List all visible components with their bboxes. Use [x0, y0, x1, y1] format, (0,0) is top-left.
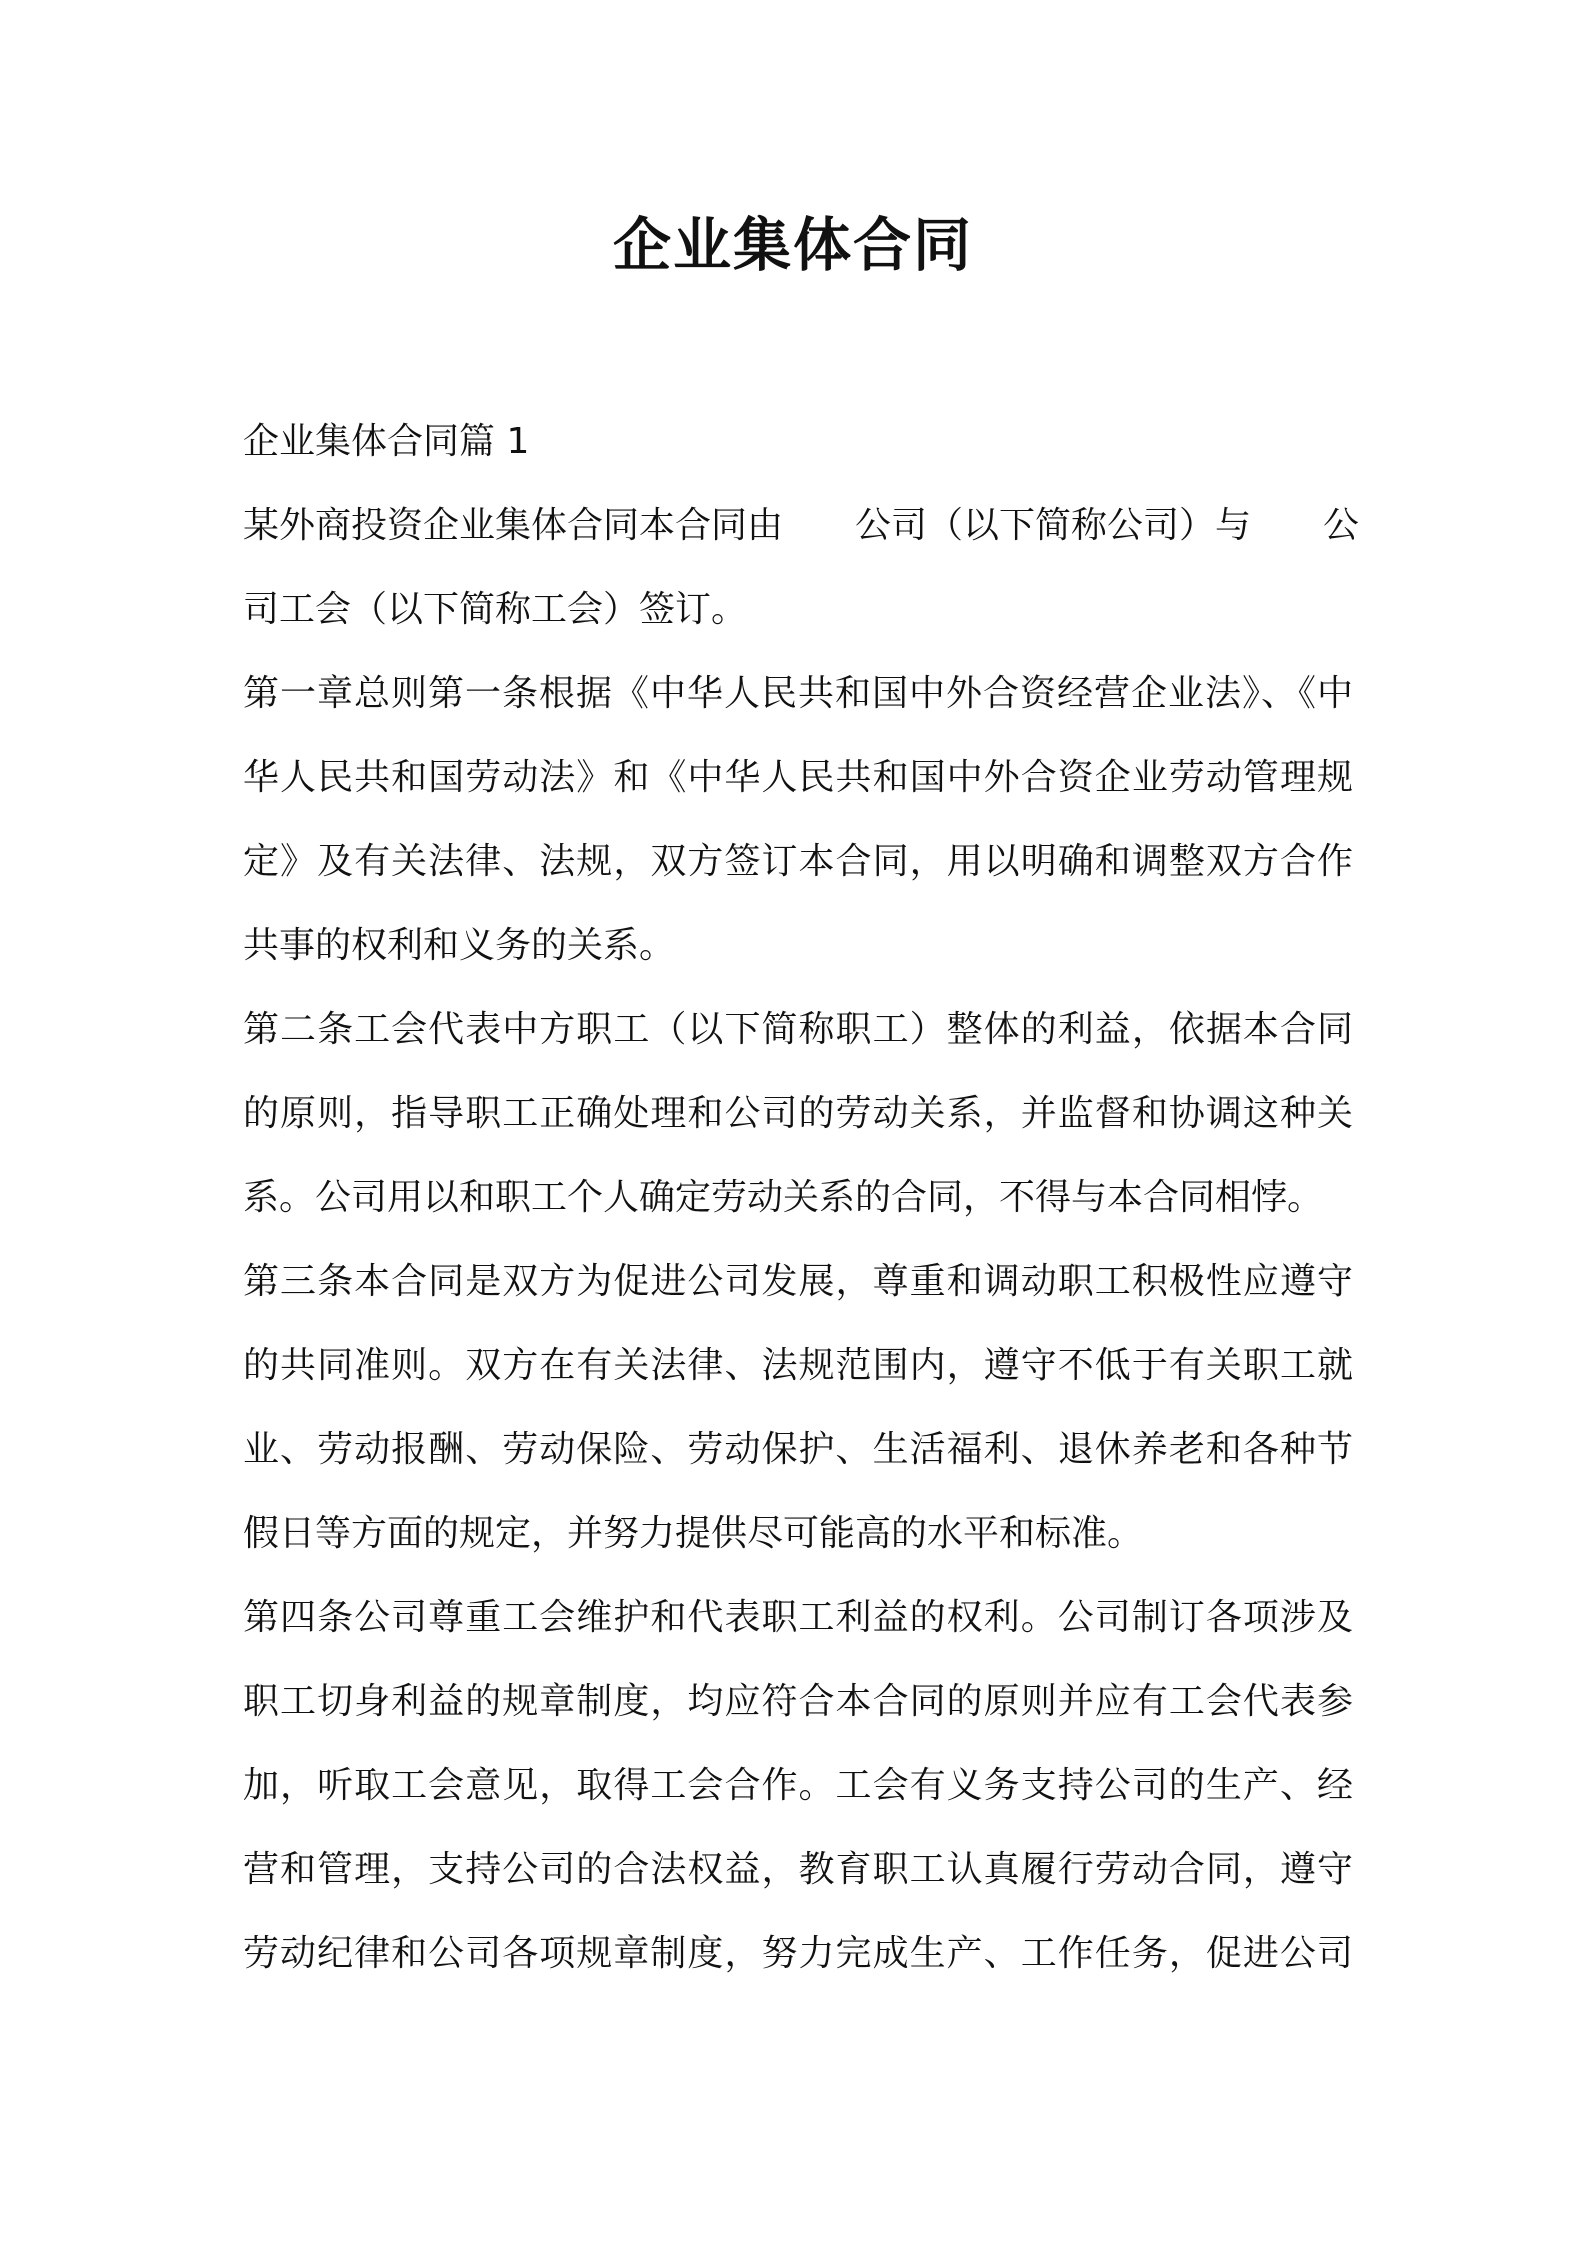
paragraph-article-2: [243, 988, 1353, 1240]
paragraph-line: 的共同准则。双方在有关法律、法规范围内，遵守不低于有关职工就: [243, 1345, 1353, 1386]
paragraph-line: 营和管理，支持公司的合法权益，教育职工认真履行劳动合同，遵守: [243, 1849, 1353, 1890]
paragraph-line: 职工切身利益的规章制度，均应符合本合同的原则并应有工会代表参: [243, 1681, 1353, 1722]
paragraph-line: 加，听取工会意见，取得工会合作。工会有义务支持公司的生产、经: [243, 1765, 1353, 1806]
paragraph-line: 司工会（以下简称工会）签订。: [243, 589, 748, 630]
paragraph-line: 某外商投资企业集体合同本合同由 公司（以下简称公司）与 公: [243, 505, 1360, 546]
paragraph-line: 的原则，指导职工正确处理和公司的劳动关系，并监督和协调这种关: [243, 1093, 1353, 1134]
paragraph-line: 共事的权利和义务的关系。: [243, 925, 676, 966]
paragraph-intro: [243, 484, 1360, 652]
paragraph-line: 假日等方面的规定，并努力提供尽可能高的水平和标准。: [243, 1513, 1144, 1554]
paragraph-line: 劳动纪律和公司各项规章制度，努力完成生产、工作任务，促进公司: [243, 1933, 1353, 1974]
paragraph-line: 定》及有关法律、法规，双方签订本合同，用以明确和调整双方合作: [243, 841, 1353, 882]
paragraph-line: 业、劳动报酬、劳动保险、劳动保护、生活福利、退休养老和各种节: [243, 1429, 1353, 1470]
document-title: 企业集体合同: [612, 211, 973, 279]
paragraph-article-3: [243, 1240, 1353, 1576]
section-heading: 企业集体合同篇 1: [243, 421, 530, 462]
paragraph-article-1: [243, 652, 1353, 988]
paragraph-line: 华人民共和国劳动法》和《中华人民共和国中外合资企业劳动管理规: [243, 757, 1353, 798]
paragraph-line: 第三条本合同是双方为促进公司发展，尊重和调动职工积极性应遵守: [243, 1261, 1353, 1302]
paragraph-line: 系。公司用以和职工个人确定劳动关系的合同，不得与本合同相悖。: [243, 1177, 1324, 1218]
paragraph-line: 第一章总则第一条根据《中华人民共和国中外合资经营企业法》、《中: [243, 673, 1353, 714]
document-body: [243, 400, 1360, 1996]
paragraph-article-4: [243, 1576, 1353, 1996]
paragraph-line: 第二条工会代表中方职工（以下简称职工）整体的利益，依据本合同: [243, 1009, 1353, 1050]
paragraph-line: 第四条公司尊重工会维护和代表职工利益的权利。公司制订各项涉及: [243, 1597, 1353, 1638]
